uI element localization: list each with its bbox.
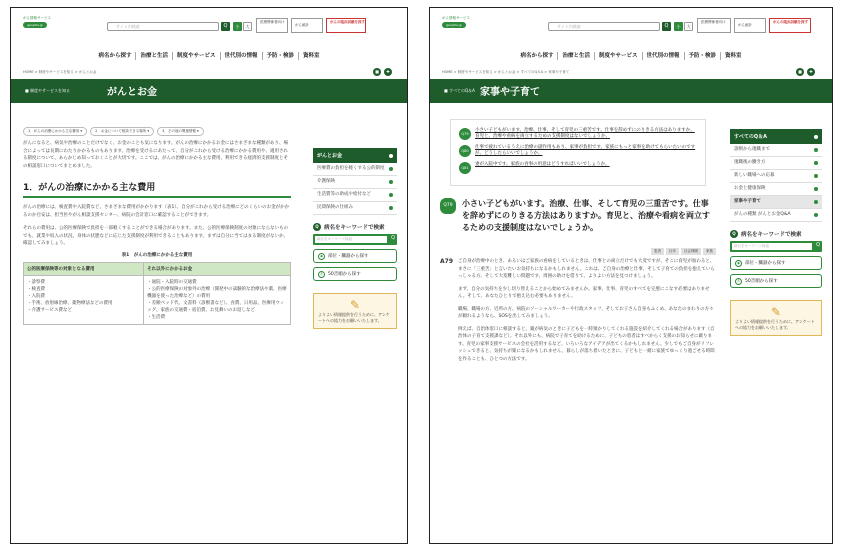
search-icon: Q: [730, 230, 738, 238]
medical-professional-button[interactable]: 医療関係者向け: [256, 18, 288, 33]
sidebar-heading[interactable]: すべてのQ＆A: [730, 129, 822, 144]
sidebar-item[interactable]: がんの種類 がんとお金Q&A: [730, 209, 822, 222]
site-header: [11, 8, 407, 48]
nav-item[interactable]: 資料室: [303, 53, 320, 59]
paragraph: それらの費用は、公的医療保険で負担を一部軽くすることができる場合があります。また、公的医療保険制度の対象にならないものでも、就業や収入の状況、身体の状態などに応じた支援制度が利用できることもあります。まずは自分に当てはまる制度がないか、確認してみましょう。: [23, 226, 289, 246]
search-icon[interactable]: Q: [221, 22, 230, 31]
chevron-icon: [389, 193, 393, 197]
nav-item[interactable]: 治療と生活: [136, 52, 173, 60]
question-link[interactable]: Q81 妻が入院中です。家族の食事の用意はどうすればいいでしょうか。: [459, 162, 697, 174]
search-icon[interactable]: Q: [391, 235, 395, 241]
chevron-icon: [389, 206, 393, 210]
chevron-icon: [389, 180, 393, 184]
sidebar-item[interactable]: 復職後の働き方: [730, 157, 822, 170]
question-number: Q81: [459, 162, 471, 174]
organ-search-button[interactable]: ◉ 部位・臓器から探す: [730, 256, 822, 270]
nav-item[interactable]: 病名から探す: [94, 52, 136, 60]
answer-paragraph: ご自身が治療中のとき、あるいはご家族の看病をしているときは、仕事との両立だけでも大変ですが、そこに育児が加わると、まさに「三重苦」と言いたいお気持ちになるかもしれません。これは、ご自身の治療と仕事、そして子育ての負担を抱えていらっしゃる方、そして大変難しい問題です。周囲の助けを借りて、よりよい方法を見つけましょう。: [458, 259, 715, 279]
page-title: 家事や子育て: [480, 87, 540, 98]
nav-item[interactable]: 世代別の情報: [643, 52, 685, 60]
nav-item[interactable]: 治療と生活: [558, 52, 595, 60]
breadcrumb[interactable]: HOME > 制度やサービスを知る > がんとお金: [23, 70, 97, 74]
chevron-icon: [814, 161, 818, 165]
keyword-search-heading: Q 病名をキーワードで検索: [313, 223, 397, 231]
cost-table: [23, 262, 291, 325]
site-logo[interactable]: がん情報サービス ganjoho.jp: [23, 16, 51, 27]
font-large-button[interactable]: 大: [684, 22, 693, 31]
sidebar-heading[interactable]: がんとお金: [313, 148, 397, 163]
sidebar-item-current[interactable]: 家事や子育て: [730, 196, 822, 209]
global-nav: [430, 52, 832, 64]
answer-paragraph: 職場、職場の方、近所の方、病院のソーシャルワーカーや行政スタッフ、そしてお子さん自身もふくめ、あなたのまわりの方々が頼れるようなら、SOSを出してみましょう。: [458, 306, 714, 319]
answer-label: A79: [440, 258, 453, 265]
medical-professional-button[interactable]: 医療関係者向け: [697, 18, 731, 33]
print-icon[interactable]: ■: [373, 68, 381, 76]
tag-list: [440, 237, 716, 256]
statistics-button[interactable]: がん統計: [291, 18, 323, 33]
table-cell-item: ・ 介護サービス費など: [27, 307, 140, 314]
search-input[interactable]: サイト内検索: [107, 22, 219, 31]
table-cell-item: ・ 診察費: [27, 279, 140, 286]
nav-item[interactable]: 病名から探す: [516, 52, 558, 60]
clinical-trials-button[interactable]: がんの臨床試験を探す: [769, 18, 811, 33]
intro-text: がんになると、病気や治療のことだけでなく、お金のことも気になります。がんの治療にかかるお金にはさまざまな種類があり、場合によっては長期にわたりかかるものもあります。治療を受けるにあたって、自分がこれから受ける治療にかかる費用や、適用される制度について、あらかじめ知っておくことが大切です。ここでは、がんの治療にかかる主な費用、利用できる経済的支援制度とその相談窓口についてまとめました。: [23, 141, 289, 169]
organ-search-button[interactable]: ◉ 部位・臓器から探す: [313, 249, 397, 263]
answer-paragraph: 例えば、自治体窓口に相談すると、親が病気のときに子どもを一時預かりしてくれる施設を紹介してくれる場合があります（自治体の子育て支援課など）。それ以外にも、病院で子育てを助けるために、子どもの患者はすべからく支援のお知らせに載ります。育児の家事支援サービスの会社を活用するなど、いろいろなアイデアが出てくるかもしれません。少しでもご自身がリフレッシュできると、気持ちが楽になるかもしれません。暮らしが落ち着いたときに、子どもと一緒に家族でゆっくり過ごせる時間を作ることも、ひとつの方法です。: [458, 326, 715, 362]
body-icon: ◉: [319, 253, 324, 258]
tag: 社会保険: [681, 248, 701, 255]
question-number: Q79: [459, 128, 471, 140]
nav-item[interactable]: 制度やサービス: [595, 52, 643, 60]
global-nav: [11, 52, 407, 64]
breadcrumb[interactable]: HOME > 制度やサービスを知る > がんとお金 > すべてのQ＆A > 家事や子育て: [442, 70, 570, 74]
site-logo[interactable]: がん情報サービス ganjoho.jp: [442, 16, 470, 27]
syllabary-search-button[interactable]: あ 50音順から探す: [313, 267, 397, 281]
nav-item[interactable]: 世代別の情報: [221, 52, 263, 60]
font-small-button[interactable]: 小: [674, 22, 683, 31]
body-icon: ◉: [736, 260, 741, 265]
table-cell-item: ・ 手術、放射線治療、薬物療法などの費用: [27, 300, 140, 307]
chevron-icon: [389, 154, 393, 158]
survey-banner[interactable]: ✎ よりよい情報提供を行うために、アンケートへの協力をお願いいたします。: [313, 293, 397, 329]
sidebar-item[interactable]: 医療費の負担を軽くする公的制度: [313, 163, 397, 176]
main-content: [430, 103, 726, 543]
keyword-search-box: [730, 241, 822, 252]
anchor-links: [23, 117, 291, 136]
table-cell-item: ・ 公的医療保険の対象外の治療（開発中の試験的な治療法や薬、医療機器を使った治療など）の費用: [147, 286, 287, 300]
pencil-icon: ✎: [770, 305, 782, 319]
table-cell-item: ・ 生活費: [147, 314, 287, 321]
tag: 家族: [703, 248, 716, 255]
table-cell-item: ・ 検査費: [27, 286, 140, 293]
sidebar-item[interactable]: お金と健康保険: [730, 183, 822, 196]
tag: 壮年: [666, 248, 679, 255]
sidebar-item[interactable]: 民間保険の仕組み: [313, 202, 397, 215]
table-cell-item: ・ 通院・入院時の交通費: [147, 279, 287, 286]
chevron-icon: [814, 200, 818, 204]
share-icon[interactable]: ✚: [384, 68, 392, 76]
question-number: Q80: [459, 145, 471, 157]
question-link[interactable]: Q79 小さい子どもがいます。治療、仕事、そして育児の三重苦です。仕事を辞めずにのりきる方法はありますか。育児と、治療や看病を両立するための支援制度はないでしょうか。: [459, 128, 697, 140]
sidebar-item[interactable]: 介護保険: [313, 176, 397, 189]
tag: 患者: [651, 248, 664, 255]
search-icon[interactable]: Q: [662, 22, 671, 31]
question-number: Q79: [440, 198, 456, 214]
left-page-screenshot: [10, 7, 408, 544]
table-cell-item: ・ 入院費: [27, 293, 140, 300]
anchor-link[interactable]: 2．お金について相談できる場所 ▾: [90, 127, 154, 136]
site-header: [430, 8, 832, 48]
chevron-icon: [389, 167, 393, 171]
chevron-icon: [814, 135, 818, 139]
nav-item[interactable]: 予防・検診: [263, 52, 300, 60]
nav-item[interactable]: 予防・検診: [685, 52, 722, 60]
paragraph: がんの治療には、検査費や入院費など、さまざまな費用がかかります（表1）。自分がこれから受ける治療にどのくらいのお金がかかるのか目安は、担当医やがん相談支援センター、病院の会計窓口に確認することができます。: [23, 205, 290, 218]
sidebar-item[interactable]: 新しい職場への応募: [730, 170, 822, 183]
page-title: がんとお金: [107, 87, 157, 98]
keyword-search-box: [313, 234, 397, 245]
keyword-search-heading: Q 病名をキーワードで検索: [730, 230, 822, 238]
clinical-trials-button[interactable]: がんの臨床試験を探す: [326, 18, 366, 33]
pencil-icon: ✎: [349, 298, 361, 312]
chevron-icon: [814, 187, 818, 191]
answer-paragraph: まず、自分の気持ちを少し切り替えることから始めてみませんか。家事、仕事、育児のすべてを完璧にこなす必要はありません。そして、あなたひとりで抱え込む必要もありません。: [458, 286, 710, 299]
sidebar: [730, 103, 822, 543]
font-small-button[interactable]: 小: [233, 22, 242, 31]
answer-block: [440, 258, 716, 363]
search-icon[interactable]: Q: [816, 242, 820, 248]
question-list: [450, 119, 706, 186]
right-page-screenshot: [429, 7, 833, 544]
syllabary-search-button[interactable]: あ 50音順から探す: [730, 274, 822, 288]
page-title-band: [11, 79, 407, 103]
table-caption: 表1 がんの治療にかかる主な費用: [121, 252, 193, 258]
sidebar-item[interactable]: 生活費等の助成や給付など: [313, 189, 397, 202]
nav-item[interactable]: 制度やサービス: [173, 52, 221, 60]
chevron-icon: [814, 148, 818, 152]
main-content: [11, 103, 303, 543]
page-title-band: [430, 79, 832, 103]
section-heading: 1．がんの治療にかかる主な費用: [23, 180, 291, 198]
category-label: ■ 制度やサービスを知る: [25, 88, 71, 93]
kana-icon: あ: [736, 278, 741, 283]
share-icon[interactable]: ✚: [807, 68, 815, 76]
search-icon: Q: [313, 223, 321, 231]
question-heading: Q79 小さい子どもがいます。治療、仕事、そして育児の三重苦です。仕事を辞めずにのりきる方法はありますか。育児と、治療や看病を両立するための支援制度はないでしょうか。: [440, 198, 716, 234]
table-cell-item: ・ 差額ベッド代、文書料（診断書など）、食費、日用品、医療用ウィッグ、家族の交通費・宿泊費、お見舞いのお返しなど: [147, 300, 287, 314]
print-icon[interactable]: ■: [796, 68, 804, 76]
nav-item[interactable]: 資料室: [725, 53, 742, 59]
keyword-search-input[interactable]: 病名をキーワード検索: [315, 236, 387, 243]
question-link[interactable]: Q80 仕事で疲れているうえに治療の副作用もあり、家事が負担です。家族にもっと家事を助けてもらいたいのですが、どうしたらいいでしょうか。: [459, 145, 697, 157]
anchor-link[interactable]: 3．その他の関連情報 ▾: [157, 127, 204, 136]
chevron-icon: [814, 174, 818, 178]
table-header: それ以外にかかるお金: [144, 262, 291, 275]
sidebar-item[interactable]: 診断から復職まで: [730, 144, 822, 157]
keyword-search-input[interactable]: 病名をキーワード検索: [732, 243, 812, 250]
sidebar: [313, 103, 397, 543]
kana-icon: あ: [319, 271, 324, 276]
statistics-button[interactable]: がん統計: [734, 18, 766, 33]
survey-banner[interactable]: ✎ よりよい情報提供を行うために、アンケートへの協力をお願いいたします。: [730, 300, 822, 336]
search-input[interactable]: サイト内検索: [548, 22, 660, 31]
category-label: ■ すべてのQ＆A: [444, 88, 475, 93]
anchor-link[interactable]: 1．がんの治療にかかる主な費用 ▾: [23, 127, 87, 136]
font-large-button[interactable]: 大: [243, 22, 252, 31]
table-header: 公的医療保険等の対象となる費用: [24, 262, 144, 275]
chevron-icon: [814, 213, 818, 217]
